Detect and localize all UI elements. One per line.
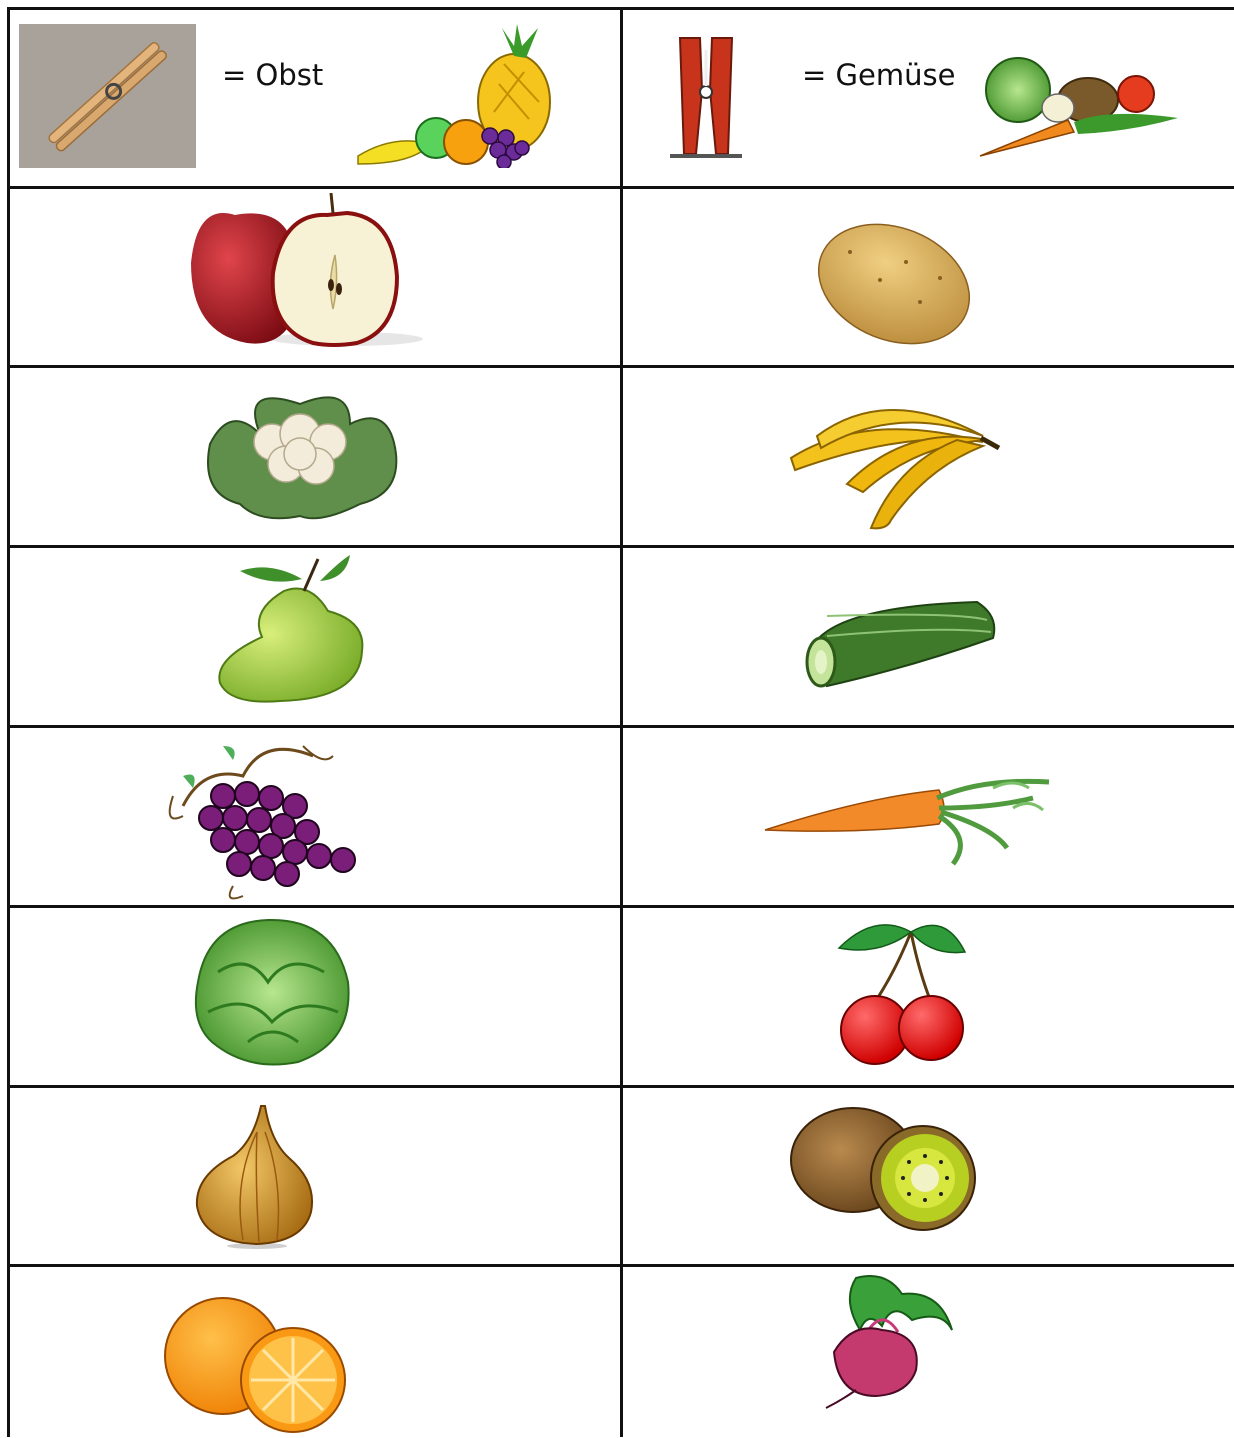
fruit-group-icon: [354, 24, 554, 168]
obst-legend-label: = Obst: [222, 58, 324, 92]
gemuese-legend-label: = Gemüse: [802, 58, 956, 92]
cherry-icon: [835, 912, 967, 1068]
banana-icon: [787, 384, 1003, 530]
carrot-icon: [763, 768, 1051, 870]
vegetable-group-icon: [978, 48, 1178, 158]
orange-icon: [163, 1294, 349, 1434]
beetroot-icon: [812, 1270, 956, 1412]
red-clothespin-icon: [650, 30, 762, 164]
table-border-left: [7, 8, 10, 1437]
cucumber-icon: [787, 576, 1003, 706]
column-divider: [620, 8, 623, 1437]
grapes-icon: [163, 736, 363, 904]
wooden-clothespin-icon: [19, 24, 196, 168]
apple-icon: [187, 193, 427, 348]
lettuce-icon: [188, 912, 354, 1068]
kiwi-icon: [787, 1104, 979, 1232]
potato-icon: [810, 222, 978, 350]
cauliflower-icon: [200, 384, 400, 524]
onion-icon: [193, 1102, 317, 1250]
pear-icon: [210, 551, 380, 705]
